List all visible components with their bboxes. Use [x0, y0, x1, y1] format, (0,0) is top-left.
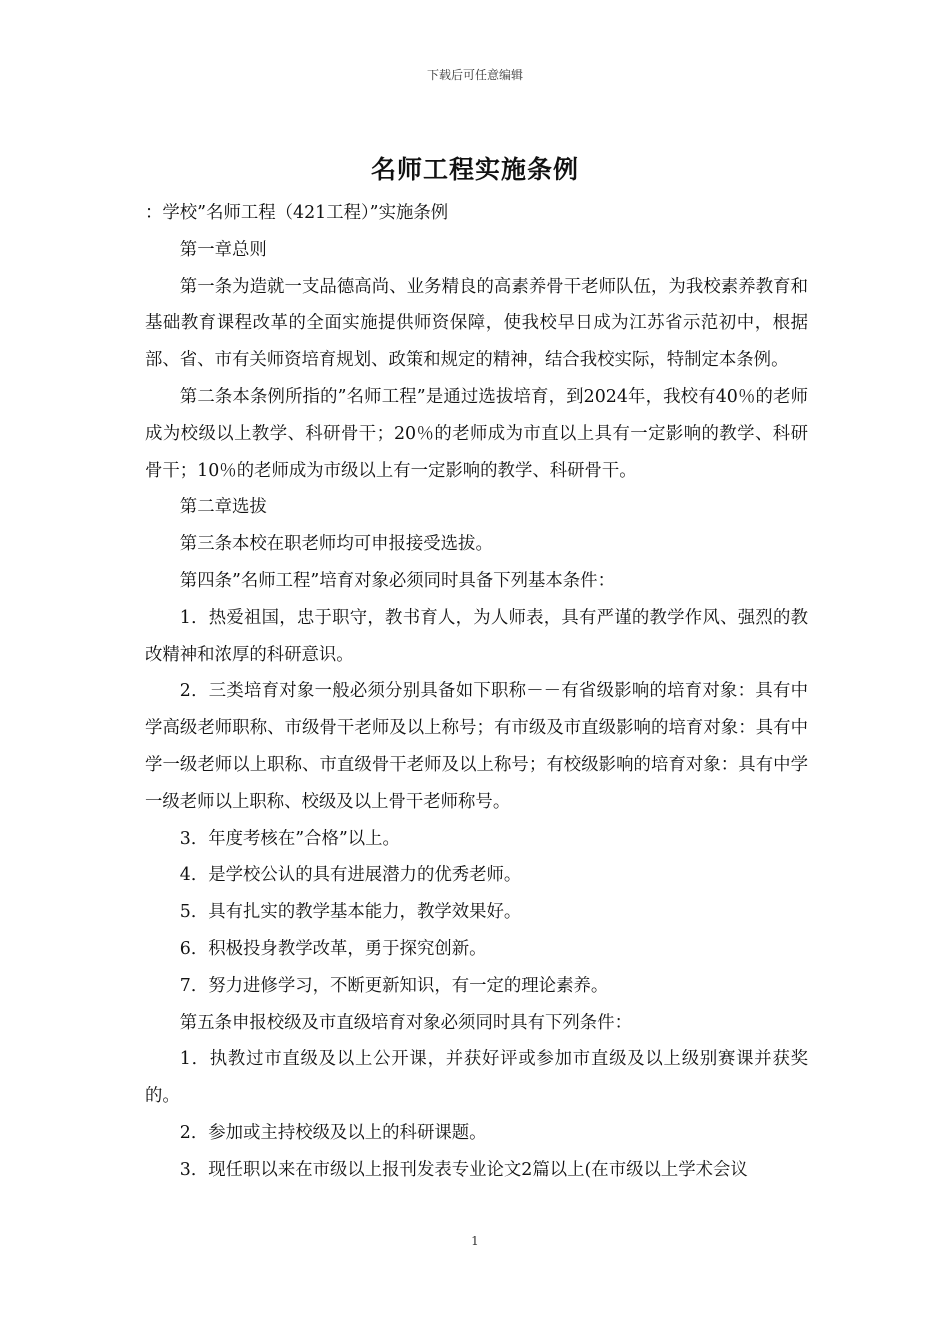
- document-body: [145, 195, 808, 1189]
- subtitle-line: ：学校”名师工程（421工程）”实施条例: [145, 203, 449, 223]
- list-item: 1．热爱祖国，忠于职守，教书育人，为人师表，具有严谨的教学作风、强烈的教改精神和浓厚的科研意识。: [145, 607, 808, 665]
- article-paragraph: 第一条为造就一支品德高尚、业务精良的高素养骨干老师队伍，为我校素养教育和基础教育课程改革的全面实施提供师资保障，使我校早日成为江苏省示范初中，根据部、省、市有关师资培育规划、政策和规定的精神，结合我校实际，特制定本条例。: [145, 276, 808, 371]
- list-item: 7．努力进修学习，不断更新知识，有一定的理论素养。: [179, 975, 609, 996]
- article-paragraph: 第五条申报校级及市直级培育对象必须同时具有下列条件：: [179, 1012, 632, 1033]
- article-paragraph: 第二条本条例所指的”名师工程”是通过选拔培育，到2024年，我校有40％的老师成为校级以上教学、科研骨干；20％的老师成为市直以上具有一定影响的教学、科研骨干；10％的老师成为市级以上有一定影响的教学、科研骨干。: [145, 386, 808, 481]
- header-note: 下载后可任意编辑: [426, 68, 523, 82]
- page-number: 1: [471, 1234, 479, 1248]
- chapter-heading: 第一章总则: [179, 239, 267, 260]
- list-item: 6．积极投身教学改革，勇于探究创新。: [179, 938, 487, 959]
- document-title: 名师工程实施条例: [370, 155, 579, 184]
- article-paragraph: 第三条本校在职老师均可申报接受选拔。: [179, 534, 493, 555]
- list-item: 3．年度考核在”合格”以上。: [179, 828, 400, 849]
- list-item: 1．执教过市直级及以上公开课，并获好评或参加市直级及以上级别赛课并获奖的。: [145, 1049, 808, 1107]
- list-item: 4．是学校公认的具有进展潜力的优秀老师。: [179, 865, 522, 886]
- list-item: 2．三类培育对象一般必须分别具备如下职称－－有省级影响的培育对象：具有中学高级老师职称、市级骨干老师及以上称号；有市级及市直级影响的培育对象：具有中学一级老师以上职称、市直级骨干老师及以上称号；有校级影响的培育对象：具有中学一级老师以上职称、校级及以上骨干老师称号。: [145, 681, 808, 812]
- list-item: 5．具有扎实的教学基本能力，教学效果好。: [179, 902, 522, 923]
- list-item: 3．现任职以来在市级以上报刊发表专业论文2篇以上(在市级以上学术会议: [179, 1159, 748, 1180]
- chapter-heading: 第二章选拔: [179, 497, 267, 518]
- article-paragraph: 第四条”名师工程”培育对象必须同时具备下列基本条件：: [179, 570, 615, 591]
- list-item: 2．参加或主持校级及以上的科研课题。: [179, 1122, 487, 1143]
